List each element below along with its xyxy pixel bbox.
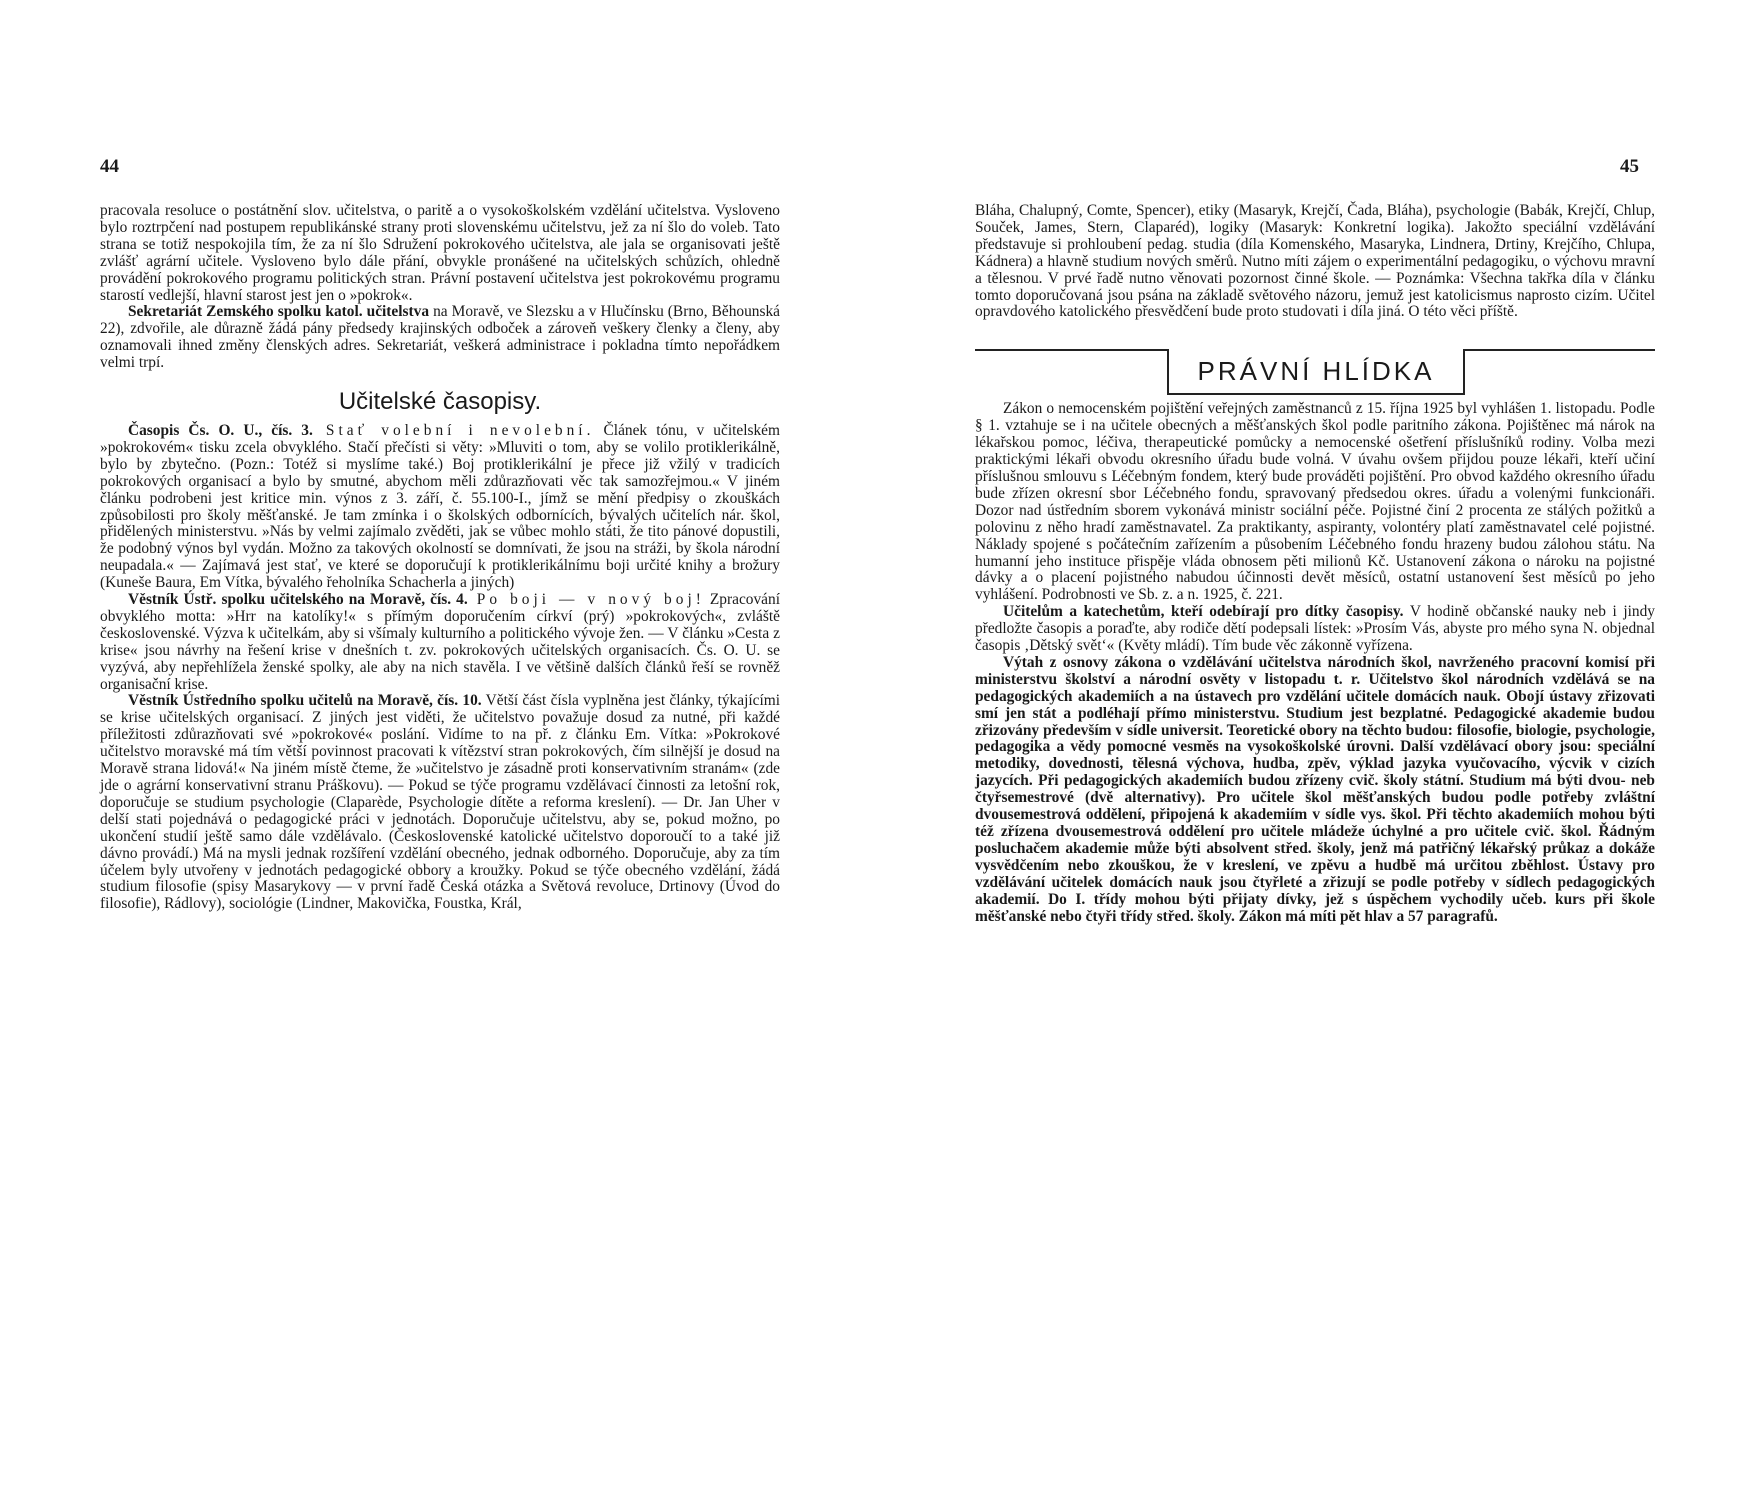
- secretariat-text: na Moravě, ve Slezsku a v Hlučínsku (Brno, Běhounská 22), zdvořile, ale důrazně žádá pány předsedy krajinských odboček a zároveň veškery členky a členy, aby oznamovali ihned změny členských adres. Sekretariát, veškerá administrace i pokladna tímto nepořádkem velmi trpí.: [100, 303, 780, 372]
- vestnik-10-lead: Věstník Ústředního spolku učitelů na Moravě, čís. 10.: [128, 692, 482, 710]
- casopis-lead: Časopis Čs. O. U., čís. 3.: [128, 421, 313, 439]
- vestnik-4-lead: Věstník Ústř. spolku učitelského na Moravě, čís. 4.: [128, 591, 468, 609]
- right-page-column: [975, 203, 1655, 925]
- vestnik-4-paragraph: [100, 592, 780, 693]
- section-heading-box: [975, 349, 1655, 393]
- casopis-article-title: Stať volební i nevolební.: [312, 421, 595, 439]
- secretariat-paragraph: [100, 304, 780, 372]
- teachers-notice-text: V hodině občanské nauky neb i jindy předložte časopis a poraďte, aby rodiče dětí podepsali lístek: »Prosím Vás, abyste pro mého syna N. objednal časopis ‚Dětský svět‘« (Květy mládí). Tím bude věc zákonně vyřízena.: [975, 603, 1655, 655]
- resolution-paragraph: pracovala resoluce o postátnění slov. učitelstva, o paritě a o vysokoškolském vzdělání učitelstva. Vysloveno bylo roztrpčení nad postupem republikánské strany proti slovenskému učitelstvu, jež za ní šlo do voleb. Tato strana se totiž nespokojila tím, že za ní šlo Sdružení pokrokového učitelstva, ale jala se organisovati ještě zvlášť agrární učitele. Vysloveno bylo dále přání, obvykle pronášené na učitelských schůzích, ohledně provádění pokrokového programu politických stran. Právní postavení učitelstva jest pokrokovému programu starostí vedlejší, hlavní starost jest jen o »pokrok«.: [100, 202, 780, 304]
- teachers-notice-lead: Učitelům a katechetům, kteří odebírají pro dítky časopisy.: [1003, 603, 1404, 621]
- page-number-right: 45: [1620, 156, 1639, 177]
- vestnik-10-text: Větší část čísla vyplněna jest články, týkajícími se krise učitelských organisací. Z jiných jest viděti, že učitelstvo považuje dosud za nutné, při každé příležitosti zdůrazňovati své »pokrokové« poslání. Vidíme to na př. z článku Em. Vítka: »Pokrokové učitelstvo moravské má tím větší povinnost pracovati k vítězství stran pokrokových, čím silnější je dosud na Moravě strana lidová!« Na jiném místě čteme, že »učitelstvo je zásadně proti konservativním stranám« (zde jde o agrární konservativní stranu Práškovu). — Pokud se týče programu vzdělávací činnosti za letošní rok, doporučuje se studium psychologie (Claparède, Psychologie dítěte a reforma kreslení). — Dr. Jan Uher v delší stati pojednává o pedagogické práci v jednotách. Doporučuje učitelstvu, aby se, pokud možno, po ukončení studií ještě samo dále vzdělávalo. (Československé katolické učitelstvo doporoučí to a také již dávno provádí.) Má na mysli jednak rozšíření vzdělání obecného, jednak odborného. Doporučuje, aby za tím účelem byly utvořeny v jednotách pedagogické obbory a kroužky. Pokud se týče obecného vzdělání, žádá studium filosofie (spisy Masarykovy — v první řadě Česká otázka a Světová revoluce, Drtinovy (Úvod do filosofie), Rádlovy), sociológie (Lindner, Makovička, Foustka, Král,: [100, 692, 780, 913]
- vestnik-10-paragraph: [100, 693, 780, 913]
- education-law-lead: Výtah z osnovy zákona o vzdělávání učitelstva národních škol,: [1003, 653, 1432, 671]
- secretariat-lead: Sekretariát Zemského spolku katol. učitelstva: [128, 303, 430, 321]
- casopis-text: Článek tónu, v učitelském »pokrokovém« tisku zcela obvyklého. Stačí přečísti si věty: »Mluviti o tom, aby se volilo protiklerikálně, bylo by zbytečno. (Pozn.: Totéž si myslíme také.) Boj protiklerikální je přece již vžilý v tradicích pokrokových organisací a bylo by smutné, abychom měli zdůrazňovati věc tak samozřejmou.« V jiném článku podrobeni jest kritice min. výnos z 3. září, č. 55.100-I., jímž se mění předpisy o zkouškách způsobilosti pro školy měšťanské. Je tam zmínka i o školských odbornících, bývalých učitelích nár. škol, přidělených ministerstvu. »Nás by velmi zajímalo zvěděti, jak se vůbec mohlo státi, že tito pánové dopustili, že podobný výnos byl vydán. Možno za takových okolností se domnívati, že jsou na stráži, by škola národní neupadala.« — Zajímavá jest stať, ve které se doporučují k protiklerikálnímu boji určité knihy a brožury (Kuneše Baura, Em Vítka, bývalého řeholníka Schacherla a jiných): [100, 421, 780, 592]
- continuation-paragraph: Bláha, Chalupný, Comte, Spencer), etiky (Masaryk, Krejčí, Čada, Bláha), psychologie (Babák, Krejčí, Chlup, Souček, James, Stern, Claparéd), logiky (Masaryk: Konkretní logika). Jakožto speciální vzdělávání představuje si prohloubení pedag. studia (díla Komenského, Masaryka, Lindnera, Drtiny, Krejčího, Chlupa, Kádnera) a hlavně studium nových směrů. Nutno míti zájem o experimentální pedagogiku, o výchovu mravní a tělesnou. V prvé řadě nutno věnovati pozornost činné škole. — Poznámka: Všechna takřka díla v článku tomto doporučovaná jsou psána na základě světového názoru, jemuž jest katolicismus naprosto cizím. Učitel opravdového katolického přesvědčení bude proto studovati i díla jiná. O této věci příště.: [975, 202, 1655, 321]
- insurance-law-paragraph: Zákon o nemocenském pojištění veřejných zaměstnanců z 15. října 1925 byl vyhlášen 1. listopadu. Podle § 1. vztahuje se i na učitele obecných a měšťanských škol podle paritního zákona. Pojištěnec má nárok na lékařskou pomoc, léčiva, therapeutické pomůcky a nemocenské ošetření příslušníků rodiny. Volba mezi praktickými lékaři obvodu okresního úřadu bude volná. V úvahu ovšem přijdou pouze lékaři, kteří učiní příslušnou smlouvu s Léčebným fondem, který bude prováděti pojištění. Pro obvod každého okresního úřadu bude zřízen okresní sbor Léčebného fondu, spravovaný předsedou okres. úřadu a volenými funkcionáři. Dozor nad ústředním sborem vykonává ministr sociální péče. Pojistné činí 2 procenta ze stálých požitků a polovinu z něho hradí zaměstnavatel. Za praktikanty, aspiranty, volontéry platí zaměstnavatel celé pojistné. Náklady spojené s počátečním zařízením a působením Léčebného fondu hrazeny budou zálohou státu. Na humanní jeho instituce přispěje vláda obnosem pěti milionů Kč. Ustanovení zákona o nároku na pojistné dávky a o placení pojistného nabudou účinnosti devět měsíců, ostatní ustanovení šest měsíců po jeho vyhlášení. Podrobnosti ve Sb. z. a n. 1925, č. 221.: [975, 400, 1655, 604]
- vestnik-4-text: Zpracování obvyklého motta: »Hrr na katolíky!« s přímým doporučením církví (prý) »pokrokových«, zvláště československé. Výzva k učitelkám, aby si všímaly kulturního a politického vývoje žen. — V článku »Cesta z krise« jsou návrhy na řešení krise v dnešních t. zv. pokrokových učitelských organisacích. Čs. O. U. se vyzývá, aby nepřehlížela ženské spolky, ale aby na nich stavěla. I ve většině dalších článků řeší se rovněž organisační krise.: [100, 591, 780, 693]
- casopis-paragraph: [100, 423, 780, 592]
- education-law-paragraph: [975, 655, 1655, 926]
- left-page-column: [100, 203, 780, 913]
- education-law-text: navrženého pracovní komisí při ministerstvu školství a národní osvěty v listopadu t. r. Učitelstvo škol národních vzdělává se na pedagogických akademiích a na ústavech pro vzdělání učitele domácích nauk. Obojí ústavy zřizovati smí jen stát a podléhají přímo ministerstvu. Studium jest bezplatné. Pedagogické akademie budou zřizovány především v sídle universit. Teoretické obory na těchto budou: filosofie, biologie, psychologie, pedagogika a vědy pomocné vesměs na vysokoškolské úrovni. Další vzdělávací obory jsou: speciální metodiky, dovednosti, tělesná výchova, hudba, zpěv, výklad jazyka vyučovacího, výcvik v cizích jazycích. Při pedagogických akademiích budou zřízeny cvič. školy státní. Studium má býti dvou- neb čtyřsemestrové (dvě alternativy). Pro učitele škol měšťanských budou podle potřeby zvláštní dvousemestrová oddělení, připojená k akademiím v sídle vys. škol. Při těchto akademiích mohou býti též zřízena dvousemestrová oddělení pro učitele mládeže úchylné a pro učitele cvič. škol. Řádným posluchačem akademie může býti absolvent střed. školy, jenž má patřičný lékařský průkaz a dokáže vysvědčením nebo zkouškou, že v kreslení, ve zpěvu a hudbě má určitou zběhlost. Ústavy pro vzdělávání učitelek domácích nauk jsou čtyřleté a zřizují se podle potřeby v sídlech pedagogických akademií. Do I. třídy mohou býti přijaty dívky, jež s úspěchem vychodily učeb. kurs při škole měšťanské nebo čtyři třídy střed. školy. Zákon má míti pět hlav a 57 paragrafů.: [975, 653, 1655, 925]
- section-heading-legal-watch: PRÁVNÍ HLÍDKA: [1167, 349, 1465, 395]
- vestnik-4-article-title: Po boji — v nový boj!: [467, 591, 705, 609]
- page-number-left: 44: [100, 156, 119, 177]
- teachers-notice-paragraph: [975, 604, 1655, 655]
- section-heading-teacher-journals: Učitelské časopisy.: [338, 388, 542, 416]
